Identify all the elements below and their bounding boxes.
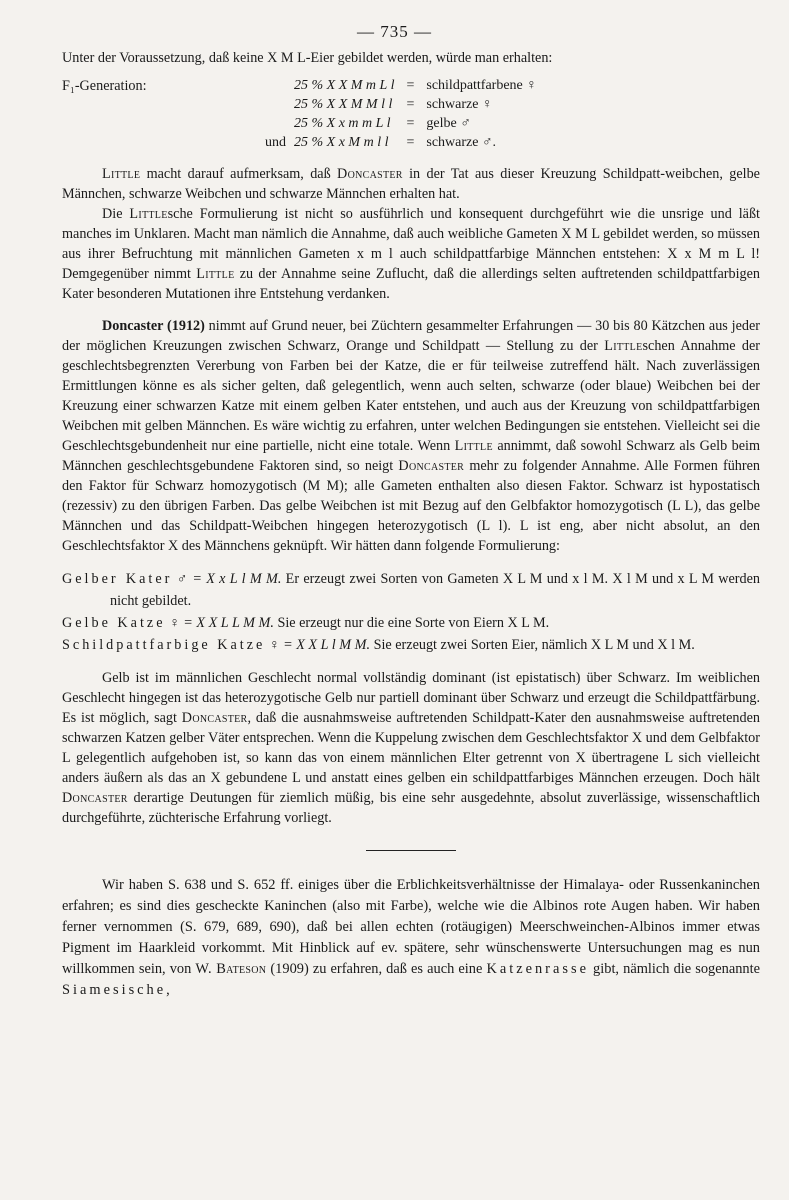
- text-run: (1909) zu erfahren, daß es auch eine: [266, 961, 487, 977]
- row-formula: 25 % X x m m L l: [294, 116, 391, 131]
- paragraph-gelb-dominant: [62, 668, 760, 828]
- author-name: Little: [196, 266, 235, 282]
- text-run: mehr zu folgender Annahme. Alle Formen führen den Faktor für Schwarz homozygotisch (M M); alle Gameten enthalten also diesen Faktor. Schwarz ist hypostatisch (rezessiv) zu den übrigen Farben. Das gelbe Weibchen ist mit Bezug auf den Gelbfaktor homozygotisch (L L), das gelbe Männchen und das Schildpatt-Weibchen hingegen heterozygotisch (L l). L ist eng, aber nicht absolut, an den Geschlechtsfaktor X des Männchens geknüpft. Wir hätten dann folgende Formulierung:: [62, 458, 760, 554]
- citation: Doncaster (1912): [102, 318, 205, 334]
- text-run: zu der Annahme seine Zuflucht, daß die allerdings selten auftretenden schildpattfarbigen Kater besonderen Mutationen ihre Entstehung verdanken.: [62, 266, 760, 302]
- section-divider: [366, 850, 456, 851]
- row-prefix: [252, 95, 290, 114]
- spaced-term: Siamesische: [62, 982, 167, 998]
- author-name: Little: [604, 338, 643, 354]
- author-name: Doncaster: [62, 790, 128, 806]
- formula-expression: ♀ = X X L l M M.: [268, 637, 371, 653]
- formula-list: [62, 568, 760, 656]
- text-run: Gelb ist im männlichen Geschlecht normal vollständig dominant (ist epistatisch) über Schwarz. Im weiblichen Geschlecht hingegen ist das heterozygotische Gelb nur partiell dominant über Schwarz und erzeugt die Schildpattfärbung. Es ist möglich, sagt: [62, 670, 760, 726]
- equals-sign: =: [406, 97, 415, 112]
- row-formula: 25 % X x M m l l: [294, 135, 389, 150]
- row-prefix: und: [265, 135, 286, 150]
- paragraph-little-doncaster: [62, 164, 760, 204]
- text-run: gibt, nämlich die sogenannte: [588, 961, 760, 977]
- author-name: Little: [102, 166, 141, 182]
- row-formula: 25 % X X M M l l: [294, 97, 393, 112]
- generation-label: F₁-Generation:: [62, 78, 147, 94]
- row-prefix: [252, 76, 290, 95]
- formula-expression: ♂ = X x L l M M.: [176, 571, 282, 587]
- paragraph-doncaster-1912: [62, 316, 760, 556]
- formula-text: Sie erzeugt zwei Sorten Eier, nämlich X L M und X l M.: [370, 637, 695, 653]
- formula-expression: ♀ = X X L L M M.: [169, 615, 274, 631]
- author-name: Doncaster: [398, 458, 465, 474]
- equals-sign: =: [406, 116, 415, 131]
- text-run: Wir haben S. 638 und S. 652 ff. einiges über die Erblichkeitsverhältnisse der Himalaya- oder Russenkaninchen erfahren; es sind dies gescheckte Kaninchen (also mit Farbe), welche wie die Albinos rote Augen haben. Wir haben ferner vernommen (S. 679, 689, 690), daß bei allen echten (rotäugigen) Meerschweinchen-Albinos immer etwas Pigment im Haarkleid vorkommt. Mit Hinblick auf ev. spätere, sehr wünschenswerte Untersuchungen mag es nun willkommen sein, von: [62, 877, 760, 977]
- text-run: sche Formulierung ist nicht so ausführlich und konsequent durchgeführt wie die unsrige und läßt manches im Unklaren. Macht man nämlich die Annahme, daß auch weibliche Gameten X M L gebildet werden, so müssen aus ihrer Befruchtung mit männlichen Gameten x m l auch schildpattfarbige Männchen entstehen: X x M m L l! Demgegenüber nimmt: [62, 206, 760, 282]
- text-run: ,: [166, 982, 170, 998]
- author-name: W. Bateson: [195, 961, 267, 977]
- formula-label: Gelber Kater: [62, 571, 173, 587]
- page-number: — 735 —: [357, 22, 432, 41]
- row-prefix: [252, 114, 290, 133]
- formula-gelber-kater: [62, 568, 760, 612]
- generation-row: [252, 114, 541, 133]
- text-run: schen Annahme der geschlechtsbegrenzten Vererbung von Farben bei der Katze, die er für teilweise zutreffend hält. Nach zuverlässigen Ermittlungen könne es als sicher gelten, daß gelegentlich, wenn auch selten, schwarze (oder blaue) Weibchen bei der Kreuzung einer schwarzen Katze mit einem gelben Kater entstehen, und auch aus der Kreuzung von schildpattfarbigen Weibchen mit gelben Männchen. Es wäre wichtig zu erfahren, unter welchen Bedingungen sie entstehen. Vielleicht sei die Geschlechtsgebundenheit nur eine partielle, nicht eine totale. Wenn: [62, 338, 760, 454]
- page-content: [62, 48, 760, 1001]
- generation-row: [252, 95, 541, 114]
- text-run: nimmt auf Grund neuer, bei Züchtern gesammelter Erfahrungen — 30 bis 80 Kätzchen aus jeder der möglichen Kreuzungen zwischen Schwarz, Orange und Schildpatt — Stellung zu der: [62, 318, 760, 354]
- text-run: macht darauf aufmerksam, daß: [140, 166, 338, 182]
- author-name: Doncaster: [337, 166, 403, 182]
- equals-sign: =: [406, 135, 415, 150]
- text-run: annimmt, daß sowohl Schwarz als Gelb beim Männchen geschlechtsgebundene Faktoren sind, so neigt: [62, 438, 760, 474]
- generation-row: [252, 76, 541, 95]
- formula-schildpatt-katze: [62, 634, 760, 656]
- paragraph-siamesische: [62, 875, 760, 1001]
- author-name: Little: [129, 206, 168, 222]
- formula-gelbe-katze: [62, 612, 760, 634]
- text-run: in der Tat aus dieser Kreuzung Schildpatt-weibchen, gelbe Männchen, schwarze Weibchen und schwarze Männchen erhalten hat.: [62, 166, 760, 202]
- row-result: schwarze ♀: [426, 97, 493, 112]
- row-result: gelbe ♂: [426, 116, 471, 131]
- paragraph-little-formulation: [62, 204, 760, 304]
- equals-sign: =: [406, 78, 415, 93]
- intro-paragraph: Unter der Voraussetzung, daß keine X M L-Eier gebildet werden, würde man erhalten:: [62, 50, 553, 66]
- author-name: Little: [454, 438, 493, 454]
- author-name: Doncaster: [181, 710, 248, 726]
- generation-table: [252, 76, 541, 152]
- row-result: schwarze ♂.: [426, 135, 496, 150]
- text-run: Die: [102, 206, 130, 222]
- formula-label: Gelbe Katze: [62, 615, 166, 631]
- text-run: derartige Deutungen für ziemlich müßig, bis eine sehr ausgedehnte, absolut zuverlässige, wissenschaftlich durchgeführte, züchterische Erfahrung vorliegt.: [62, 790, 760, 826]
- formula-text: Er erzeugt zwei Sorten von Gameten X L M und x l M. X l M und x L M werden nicht gebildet.: [110, 571, 761, 609]
- generation-row: [252, 133, 541, 152]
- row-result: schildpattfarbene ♀: [426, 78, 537, 93]
- spaced-term: Katzenrasse: [486, 961, 589, 977]
- row-formula: 25 % X X M m L l: [294, 78, 395, 93]
- formula-label: Schildpattfarbige Katze: [62, 637, 266, 653]
- text-run: , daß die ausnahmsweise auftretenden Schildpatt-Kater den ausnahmsweise auftretenden schwarzen Katzen gelber Väter entsprechen. Wenn die Kuppelung zwischen dem Geschlechtsfaktor X und dem Gelbfaktor L gelegentlich aufgehoben ist, so kann das von einem männlichen Elter getrennt von X übertragene L sich vielleicht anders äußern als das an X gebundene L und anstatt eines gelben ein schildpattfarbiges Männchen erzeugen. Doch hält: [62, 710, 760, 786]
- formula-text: Sie erzeugt nur die eine Sorte von Eiern X L M.: [273, 615, 550, 631]
